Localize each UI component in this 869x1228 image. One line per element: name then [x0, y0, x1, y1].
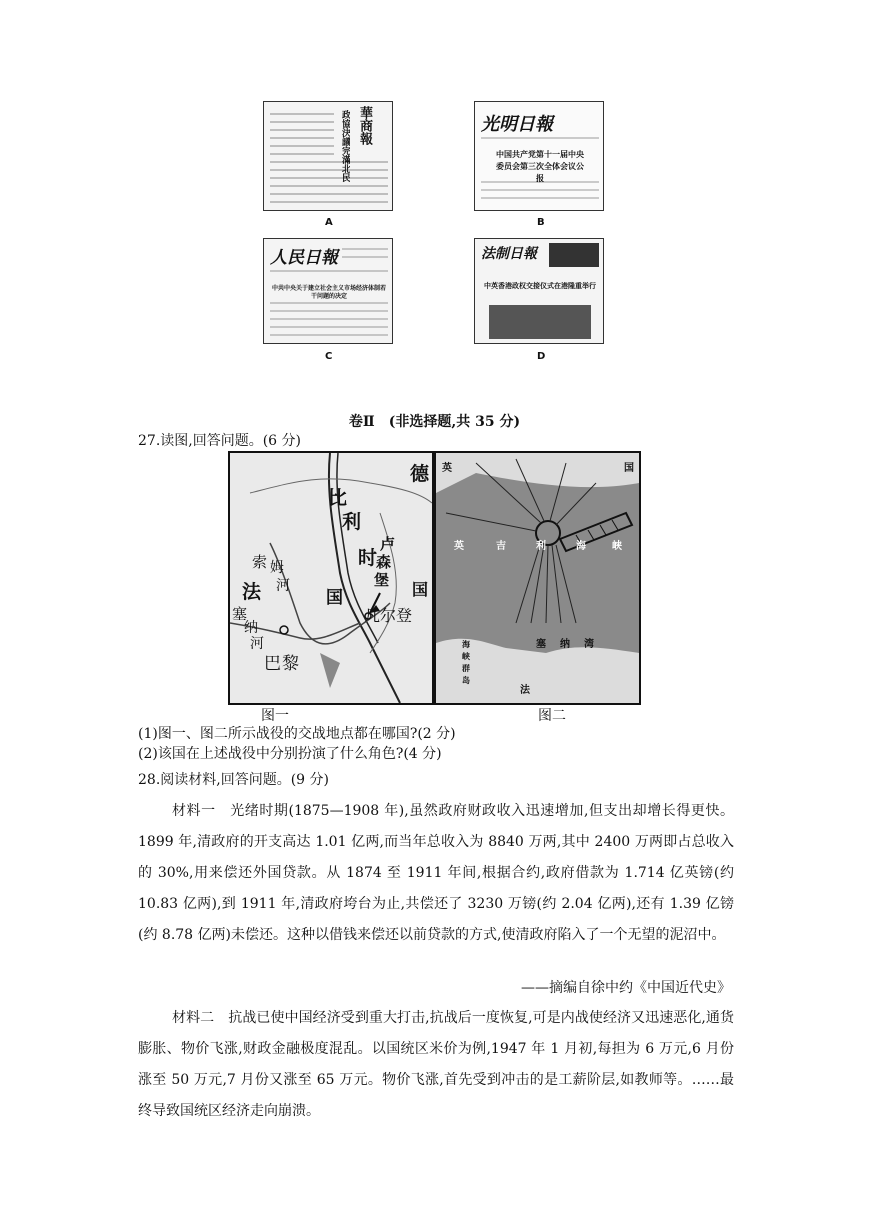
map-2-label-sai: 塞 [536, 639, 546, 650]
map-1-label-sen: 森 [376, 553, 392, 571]
map-2-label-dao: 岛 [462, 675, 470, 685]
map-1-label-bi: 比 [328, 487, 348, 509]
map-2-label-guo-top: 国 [624, 463, 634, 474]
map-1-label-na: 纳 [244, 620, 258, 636]
map-2-label-qun: 群 [462, 663, 470, 673]
newspaper-d-photo-top [549, 243, 599, 267]
newspaper-d-headline: 中英香港政权交接仪式在港隆重举行 [484, 281, 596, 290]
map-1-label-de: 德 [410, 463, 430, 485]
newspaper-image-a [263, 101, 393, 211]
newspaper-a-texture [264, 102, 393, 211]
map-1-label-li: 利 [342, 511, 362, 533]
newspaper-d-photo-bottom [489, 305, 591, 339]
map-2-normandy [434, 451, 641, 705]
map-1-label-fa: 法 [242, 581, 262, 603]
q28-stem: 28.阅读材料,回答问题。(9 分) [138, 772, 329, 788]
q28-material-2 [138, 1003, 734, 1127]
q28-material-1-text: 材料一 光绪时期(1875—1908 年),虽然政府财政收入迅速增加,但支出却增长得更快。1899 年,清政府的开支高达 1.01 亿两,而当年总收入为 8840 万两,其中 2400 万两即占总收入的 30%,用来偿还外国贷款。从 1874 至 1911 年间,根据合约,政府借款为 1.714 亿英镑(约 10.83 亿两),到 1911 年,清政府垮台为止,共偿还了 3230 万镑(约 2.04 亿两),还有 1.39 亿镑(约 8.78 亿两)未偿还。这种以借钱来偿还以前贷款的方式,使清政府陷入了一个无望的泥沼中。 [138, 803, 734, 943]
map-2-label-xia2: 峡 [462, 651, 470, 661]
map-1-label-bao: 堡 [374, 571, 390, 589]
map-1-label-li2: 黎 [282, 654, 299, 674]
map-2-label-xia: 峡 [612, 541, 622, 552]
map-2-caption: 图二 [538, 708, 566, 724]
q27-subquestion-1: (1)图一、图二所示战役的交战地点都在哪国?(2 分) [138, 726, 456, 742]
map-1-label-suo: 索 [252, 553, 268, 571]
newspaper-label-a: A [325, 217, 333, 228]
map-1-label-verdun: 凡尔登 [364, 606, 413, 625]
map-1-label-shi: 时 [358, 547, 378, 569]
map-1-label-guo-de: 国 [412, 580, 429, 599]
map-2-label-ji: 吉 [496, 541, 506, 552]
newspaper-image-b [474, 101, 604, 211]
map-1-label-lu: 卢 [380, 535, 396, 553]
map-2-label-fa: 法 [520, 685, 530, 696]
newspaper-d-masthead: 法制日報 [481, 246, 537, 262]
section-heading: 卷Ⅱ (非选择题,共 35 分) [348, 414, 521, 430]
newspaper-label-b: B [537, 217, 545, 228]
map-1-label-ba: 巴 [264, 654, 281, 674]
map-1-label-he2: 河 [250, 636, 264, 652]
map-2-label-li: 利 [536, 541, 546, 552]
newspaper-image-d [474, 238, 604, 344]
q28-material-1 [138, 796, 734, 951]
q28-material-2-text: 材料二 抗战已使中国经济受到重大打击,抗战后一度恢复,可是内战使经济又迅速恶化,通货膨胀、物价飞涨,财政金融极度混乱。以国统区米价为例,1947 年 1 月初,每担为 6 万元,6 月份涨至 50 万元,7 月份又涨至 65 万元。物价飞涨,首先受到冲击的是工薪阶层,如教师等。……最终导致国统区经济走向崩溃。 [138, 1010, 734, 1119]
map-1-label-he1: 河 [276, 578, 290, 594]
map-2-label-na: 纳 [560, 639, 570, 650]
q27-subquestion-2: (2)该国在上述战役中分别扮演了什么角色?(4 分) [138, 746, 442, 762]
map-2-label-hai: 海 [576, 541, 586, 552]
newspaper-label-d: D [537, 351, 546, 362]
q27-stem: 27.读图,回答问题。(6 分) [138, 433, 301, 449]
newspaper-a-masthead: 華商報 [357, 106, 372, 145]
map-1-label-sai: 塞 [232, 605, 248, 623]
map-1-caption: 图一 [261, 708, 289, 724]
map-2-label-hai2: 海 [462, 639, 470, 649]
newspaper-b-masthead: 光明日報 [481, 114, 553, 135]
map-2-label-wan: 湾 [584, 639, 594, 650]
newspaper-a-headline: 政協決議完滿北民 [340, 110, 350, 182]
newspaper-b-headline: 中国共产党第十一届中央委员会第三次全体会议公报 [496, 149, 584, 183]
q28-source-1: ——摘编自徐中约《中国近代史》 [521, 980, 731, 996]
map-1-verdun [228, 451, 434, 705]
newspaper-c-headline: 中共中央关于建立社会主义市场经济体制若干问题的决定 [271, 285, 386, 300]
newspaper-c-masthead: 人民日報 [270, 248, 338, 268]
map-2-label-ying: 英 [454, 541, 464, 552]
newspaper-label-c: C [325, 351, 333, 362]
newspaper-image-c [263, 238, 393, 344]
map-2-label-ying-top: 英 [442, 463, 452, 474]
map-1-label-mu: 姆 [270, 560, 284, 576]
map-1-label-guo-fa: 国 [326, 588, 343, 608]
